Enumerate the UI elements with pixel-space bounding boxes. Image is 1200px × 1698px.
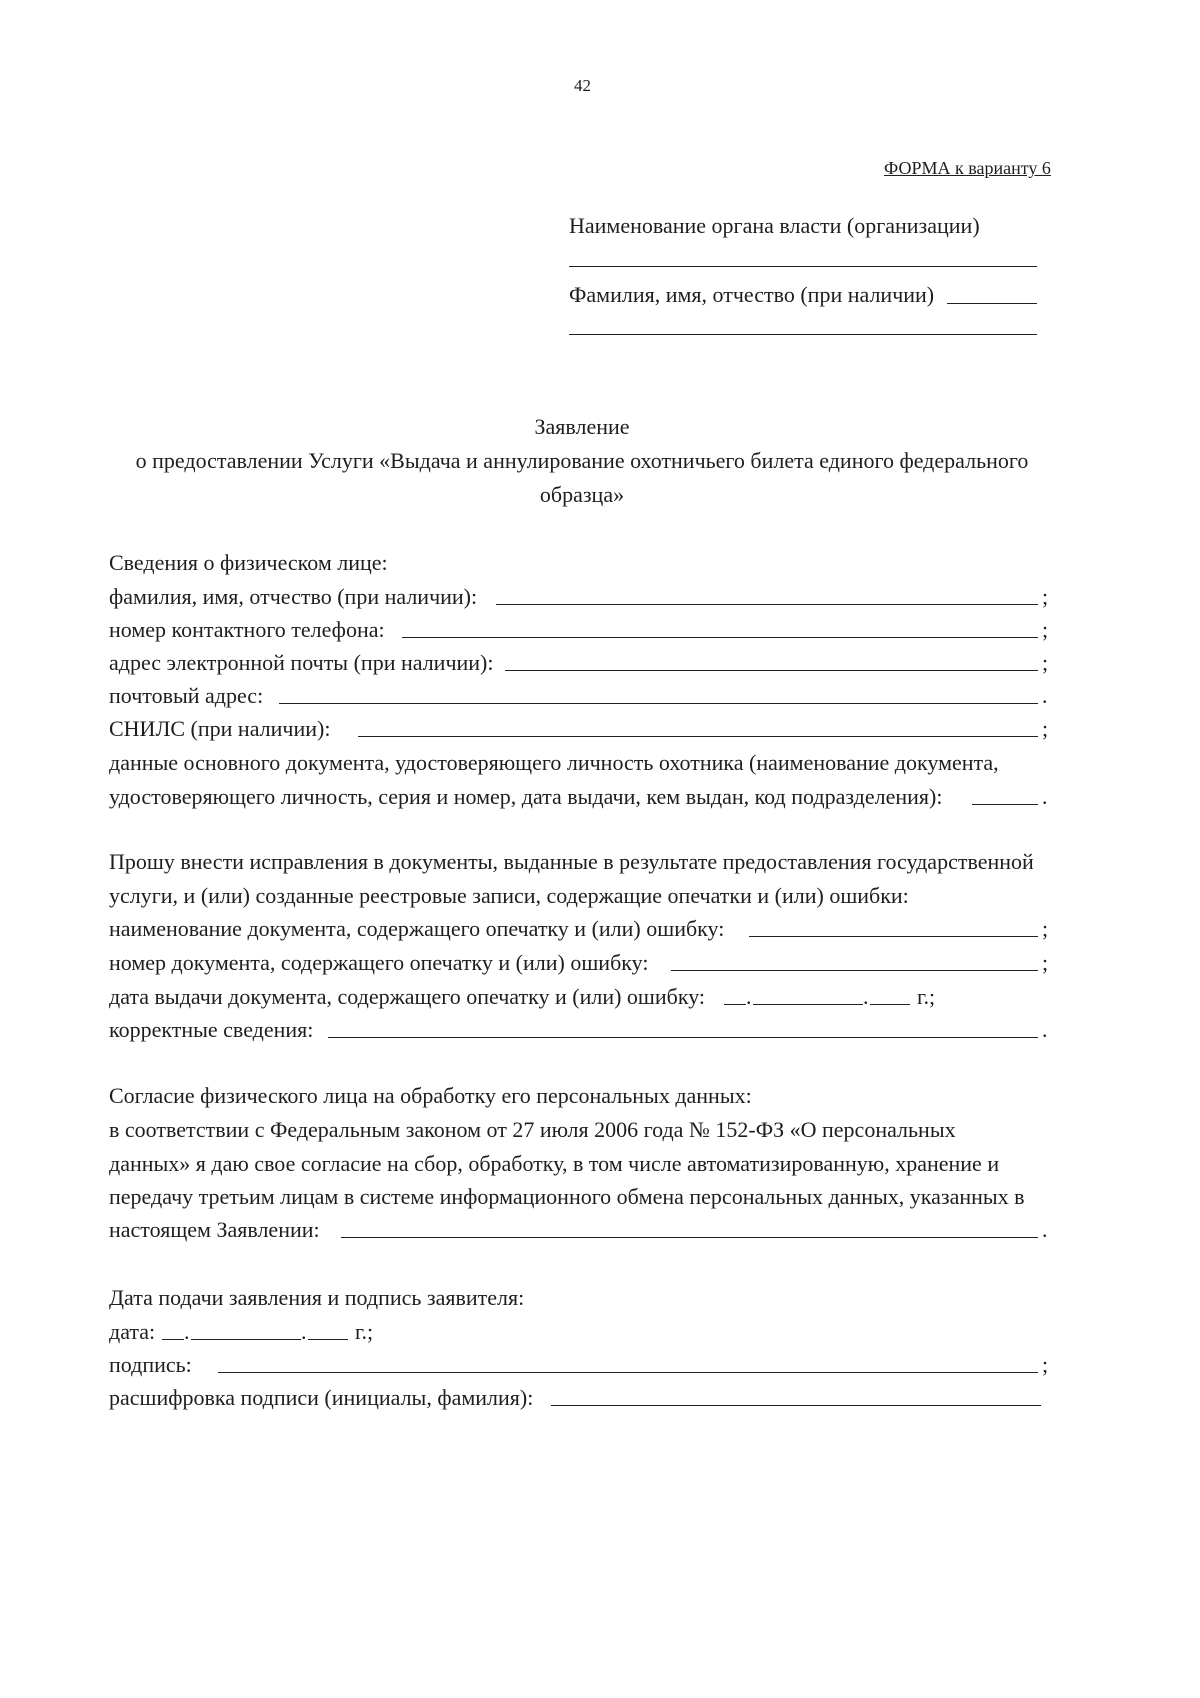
date-dot: .	[301, 1319, 307, 1344]
doc-name-line[interactable]	[749, 936, 1038, 937]
fio-header-line-1[interactable]	[947, 303, 1037, 304]
postal-line[interactable]	[279, 703, 1038, 704]
doc-number-label: номер документа, содержащего опечатку и (или) ошибку:	[109, 950, 649, 975]
period: .	[1042, 1017, 1048, 1042]
form-label: ФОРМА к варианту 6	[884, 158, 1051, 178]
page-number: 42	[574, 76, 591, 95]
decode-line[interactable]	[551, 1405, 1041, 1406]
doc-date-month[interactable]	[753, 1004, 863, 1005]
id-doc-line[interactable]	[972, 804, 1038, 805]
doc-number-line[interactable]	[671, 970, 1038, 971]
fio-label: Фамилия, имя, отчество (при наличии)	[569, 282, 935, 307]
date-month[interactable]	[191, 1339, 301, 1340]
doc-name-label: наименование документа, содержащего опечатку и (или) ошибку:	[109, 916, 725, 941]
consent-line[interactable]	[341, 1237, 1038, 1238]
semicolon: ;	[1042, 650, 1049, 675]
correction-line-1: Прошу внести исправления в документы, выданные в результате предоставления государственной	[109, 849, 1034, 874]
doc-date-day[interactable]	[724, 1004, 746, 1005]
date-dot: .	[863, 984, 869, 1009]
consent-heading: Согласие физического лица на обработку его персональных данных:	[109, 1083, 752, 1108]
doc-date-year[interactable]	[870, 1004, 910, 1005]
year-suffix: г.;	[917, 984, 936, 1009]
fio-header-line-2[interactable]	[569, 334, 1037, 335]
semicolon: ;	[1042, 1352, 1049, 1377]
authority-label: Наименование органа власти (организации)	[569, 213, 980, 238]
date-dot: .	[746, 984, 752, 1009]
snils-label: СНИЛС (при наличии):	[109, 716, 331, 741]
consent-line-1: в соответствии с Федеральным законом от 27 июля 2006 года № 152-ФЗ «О персональных	[109, 1117, 956, 1142]
semicolon: ;	[1042, 584, 1049, 609]
date-day[interactable]	[162, 1339, 184, 1340]
consent-line-2: данных» я даю свое согласие на сбор, обработку, в том числе автоматизированную, хранение и	[109, 1151, 1000, 1176]
title-line-3: образца»	[539, 482, 625, 507]
correction-line-2: услуги, и (или) созданные реестровые записи, содержащие опечатки и (или) ошибки:	[109, 883, 909, 908]
date-dot: .	[184, 1319, 190, 1344]
email-line[interactable]	[505, 670, 1038, 671]
year-suffix: г.;	[355, 1319, 374, 1344]
person-fio-line[interactable]	[496, 604, 1038, 605]
person-heading: Сведения о физическом лице:	[109, 550, 388, 575]
date-year[interactable]	[308, 1339, 348, 1340]
semicolon: ;	[1042, 716, 1049, 741]
signature-label: подпись:	[109, 1352, 192, 1377]
doc-date-label: дата выдачи документа, содержащего опечатку и (или) ошибку:	[109, 984, 706, 1009]
phone-label: номер контактного телефона:	[109, 617, 385, 642]
title-line-1: Заявление	[534, 414, 630, 439]
period: .	[1042, 683, 1048, 708]
email-label: адрес электронной почты (при наличии):	[109, 650, 494, 675]
phone-line[interactable]	[402, 637, 1038, 638]
consent-line-3: передачу третьим лицам в системе информационного обмена персональных данных, указанных в	[109, 1184, 1025, 1209]
signature-heading: Дата подачи заявления и подпись заявителя:	[109, 1285, 525, 1310]
semicolon: ;	[1042, 950, 1049, 975]
correct-line[interactable]	[328, 1037, 1038, 1038]
period: .	[1042, 1217, 1048, 1242]
id-doc-line-1: данные основного документа, удостоверяющего личность охотника (наименование документа,	[109, 750, 999, 775]
semicolon: ;	[1042, 916, 1049, 941]
decode-label: расшифровка подписи (инициалы, фамилия):	[109, 1385, 534, 1410]
snils-line[interactable]	[358, 736, 1038, 737]
date-label: дата:	[109, 1319, 156, 1344]
person-fio-label: фамилия, имя, отчество (при наличии):	[109, 584, 478, 609]
correct-label: корректные сведения:	[109, 1017, 314, 1042]
id-doc-line-2: удостоверяющего личность, серия и номер, дата выдачи, кем выдан, код подразделения):	[109, 784, 943, 809]
consent-line-4: настоящем Заявлении:	[109, 1217, 320, 1242]
signature-line[interactable]	[218, 1372, 1038, 1373]
period: .	[1042, 784, 1048, 809]
postal-label: почтовый адрес:	[109, 683, 264, 708]
semicolon: ;	[1042, 617, 1049, 642]
title-line-2: о предоставлении Услуги «Выдача и аннулирование охотничьего билета единого федерального	[135, 448, 1029, 473]
authority-line[interactable]	[569, 266, 1037, 267]
